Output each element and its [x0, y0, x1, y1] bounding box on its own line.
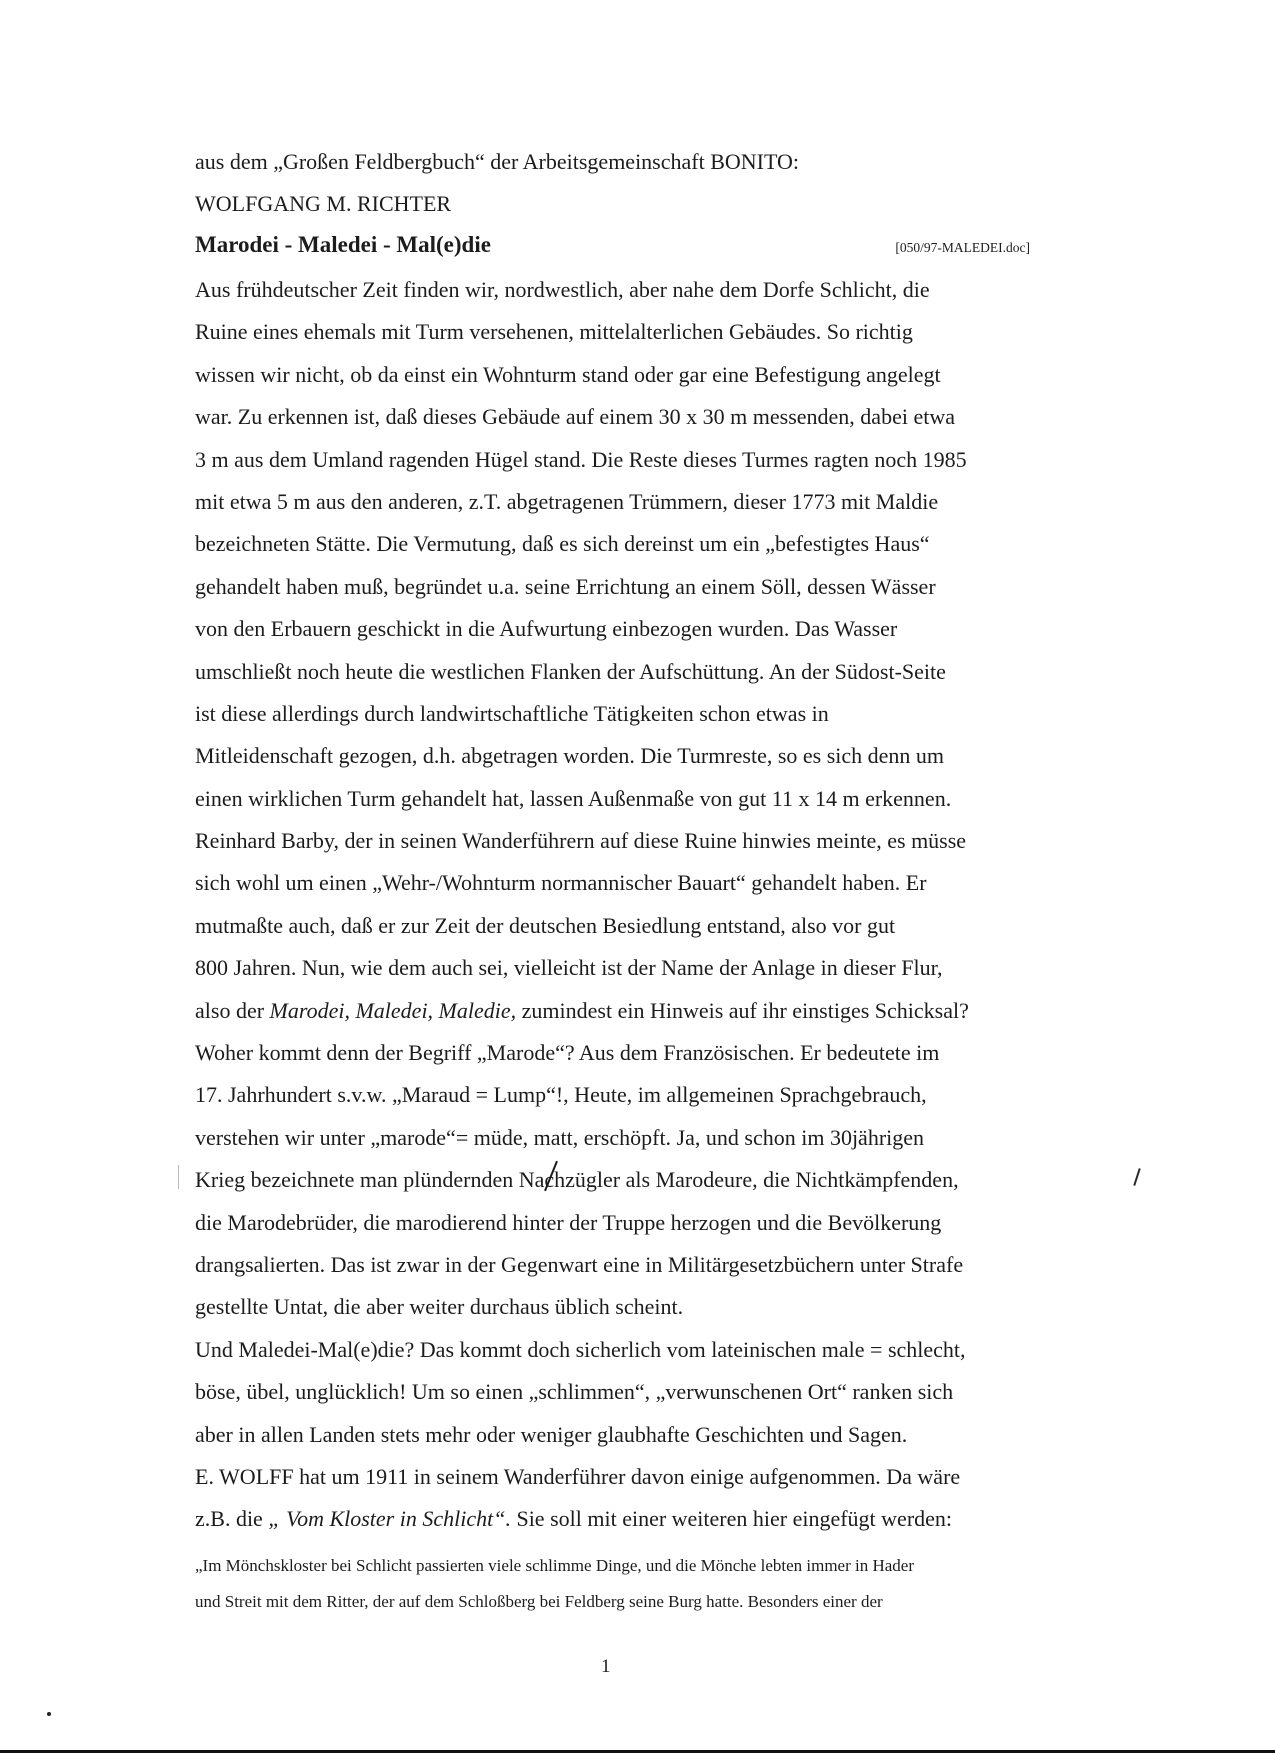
- body-text: [195, 269, 1080, 1541]
- title-row: [195, 232, 1075, 262]
- text-line: E. WOLFF hat um 1911 in seinem Wanderführer davon einige aufgenommen. Da wäre: [195, 1463, 961, 1489]
- text-line: bezeichneten Stätte. Die Vermutung, daß es sich dereinst um ein „befestigtes Haus“: [195, 531, 930, 557]
- text-line: Krieg bezeichnete man plündernden Nachzügler als Marodeure, die Nichtkämpfenden,: [195, 1167, 959, 1193]
- quote-line: und Streit mit dem Ritter, der auf dem Schloßberg bei Feldberg seine Burg hatte. Besonders einer der: [195, 1592, 883, 1611]
- document-title: Marodei - Maledei - Mal(e)die: [195, 232, 491, 257]
- text-line: Mitleidenschaft gezogen, d.h. abgetragen worden. Die Turmreste, so es sich denn um: [195, 743, 945, 769]
- italic-title: „ Vom Kloster in Schlicht“.: [268, 1506, 511, 1532]
- text-line: Aus frühdeutscher Zeit finden wir, nordwestlich, aber nahe dem Dorfe Schlicht, die: [195, 277, 930, 302]
- text-segment: Sie soll mit einer weiteren hier eingefügt werden:: [510, 1506, 953, 1532]
- text-line: mit etwa 5 m aus den anderen, z.T. abgetragenen Trümmern, dieser 1773 mit Maldie: [195, 488, 939, 514]
- text-line: gehandelt haben muß, begründet u.a. seine Errichtung an einem Söll, dessen Wässer: [195, 573, 936, 599]
- text-line: umschließt noch heute die westlichen Flanken der Aufschüttung. An der Südost-Seite: [195, 658, 946, 684]
- text-line: mutmaßte auch, daß er zur Zeit der deutschen Besiedlung entstand, also vor gut: [195, 912, 896, 938]
- text-line: gestellte Untat, die aber weiter durchaus üblich scheint.: [195, 1294, 684, 1320]
- text-line: verstehen wir unter „marode“= müde, matt, erschöpft. Ja, und schon im 30jährigen: [195, 1124, 925, 1150]
- text-line: böse, übel, unglücklich! Um so einen „schlimmen“, „verwunschenen Ort“ ranken sich: [195, 1379, 954, 1405]
- scan-speck: [47, 1712, 51, 1716]
- text-line: die Marodebrüder, die marodierend hinter der Truppe herzogen und die Bevölkerung: [195, 1209, 942, 1235]
- margin-mark: [1133, 1168, 1140, 1186]
- text-line: aber in allen Landen stets mehr oder weniger glaubhafte Geschichten und Sagen.: [195, 1421, 908, 1447]
- quote-text: [195, 1548, 1075, 1620]
- quote-line: „Im Mönchskloster bei Schlicht passierten viele schlimme Dinge, und die Mönche lebten immer in Hader: [195, 1556, 915, 1575]
- margin-mark: [178, 1165, 179, 1189]
- text-line-italic: [195, 1498, 1080, 1540]
- text-line: drangsalierten. Das ist zwar in der Gegenwart eine in Militärgesetzbüchern unter Strafe: [195, 1251, 964, 1277]
- text-line: Ruine eines ehemals mit Turm versehenen, mittelalterlichen Gebäudes. So richtig: [195, 319, 913, 345]
- text-segment: z.B. die: [195, 1506, 269, 1532]
- text-segment: also der: [195, 997, 270, 1023]
- text-line: Reinhard Barby, der in seinen Wanderführern auf diese Ruine hinwies meinte, es müsse: [195, 828, 967, 854]
- document-filename: [050/97-MALEDEI.doc]: [895, 240, 1030, 255]
- author-name: WOLFGANG M. RICHTER: [195, 191, 452, 216]
- text-line: war. Zu erkennen ist, daß dieses Gebäude auf einem 30 x 30 m messenden, dabei etwa: [195, 404, 955, 430]
- text-line: ist diese allerdings durch landwirtschaftliche Tätigkeiten schon etwas in: [195, 700, 829, 726]
- text-segment: zumindest ein Hinweis auf ihr einstiges Schicksal?: [516, 997, 969, 1023]
- text-line: wissen wir nicht, ob da einst ein Wohnturm stand oder gar eine Befestigung angelegt: [195, 361, 941, 387]
- text-line: 3 m aus dem Umland ragenden Hügel stand. Die Reste dieses Turmes ragten noch 1985: [195, 446, 967, 472]
- text-line: sich wohl um einen „Wehr-/Wohnturm normannischer Bauart“ gehandelt haben. Er: [195, 870, 927, 896]
- italic-names: Marodei, Maledei, Maledie,: [269, 997, 517, 1023]
- source-line: aus dem „Großen Feldbergbuch“ der Arbeitsgemeinschaft BONITO:: [195, 149, 800, 174]
- text-line: einen wirklichen Turm gehandelt hat, lassen Außenmaße von gut 11 x 14 m erkennen.: [195, 785, 952, 811]
- text-line: von den Erbauern geschickt in die Aufwurtung einbezogen wurden. Das Wasser: [195, 616, 898, 642]
- page-number: 1: [601, 1656, 611, 1677]
- text-line: Und Maledei-Mal(e)die? Das kommt doch sicherlich vom lateinischen male = schlecht,: [195, 1336, 966, 1362]
- text-line: 800 Jahren. Nun, wie dem auch sei, vielleicht ist der Name der Anlage in dieser Flur,: [195, 955, 943, 981]
- text-line-italic: [195, 990, 1080, 1032]
- text-line: Woher kommt denn der Begriff „Marode“? Aus dem Französischen. Er bedeutete im: [195, 1040, 940, 1066]
- text-line: 17. Jahrhundert s.v.w. „Maraud = Lump“!, Heute, im allgemeinen Sprachgebrauch,: [195, 1082, 927, 1108]
